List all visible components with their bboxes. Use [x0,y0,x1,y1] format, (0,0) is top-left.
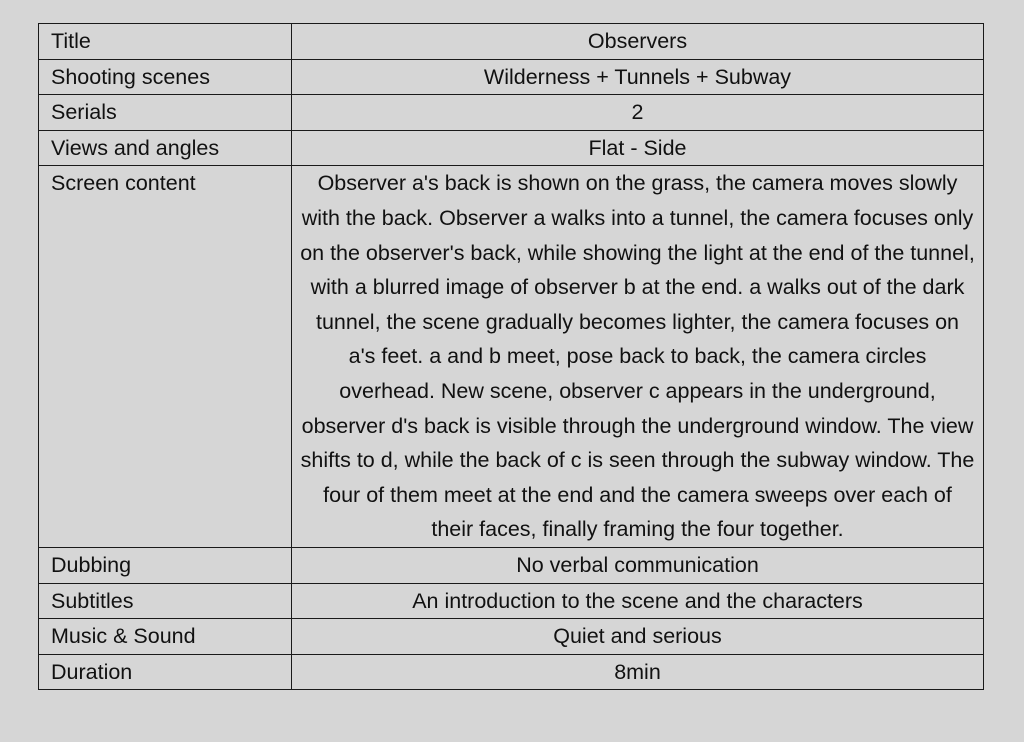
row-label-subtitles: Subtitles [39,583,292,619]
row-value-duration: 8min [292,654,984,690]
row-label-music-and-sound: Music & Sound [39,619,292,655]
row-label-title: Title [39,24,292,60]
table-row [39,654,984,690]
table-row [39,619,984,655]
script-info-table [38,23,984,690]
row-value-subtitles: An introduction to the scene and the characters [292,583,984,619]
row-label-dubbing: Dubbing [39,547,292,583]
row-value-title: Observers [292,24,984,60]
table-row [39,130,984,166]
table-row [39,547,984,583]
table-row [39,583,984,619]
row-label-serials: Serials [39,95,292,131]
row-label-views-and-angles: Views and angles [39,130,292,166]
row-value-dubbing: No verbal communication [292,547,984,583]
table-row [39,95,984,131]
row-value-shooting-scenes: Wilderness + Tunnels + Subway [292,59,984,95]
table-row [39,166,984,548]
row-value-views-and-angles: Flat - Side [292,130,984,166]
row-label-duration: Duration [39,654,292,690]
table-row [39,24,984,60]
row-value-music-and-sound: Quiet and serious [292,619,984,655]
row-value-screen-content: Observer a's back is shown on the grass, the camera moves slowly with the back. Observer a walks into a tunnel, the camera focuses only on the observer's back, while showing the light at the end of the tunnel, with a blurred image of observer b at the end. a walks out of the dark tunnel, the scene gradually becomes lighter, the camera focuses on a's feet. a and b meet, pose back to back, the camera circles overhead. New scene, observer c appears in the underground, observer d's back is visible through the underground window. The view shifts to d, while the back of c is seen through the subway window. The four of them meet at the end and the camera sweeps over each of their faces, finally framing the four together. [292,166,984,548]
row-label-shooting-scenes: Shooting scenes [39,59,292,95]
row-value-serials: 2 [292,95,984,131]
row-label-screen-content: Screen content [39,166,292,548]
table-row [39,59,984,95]
